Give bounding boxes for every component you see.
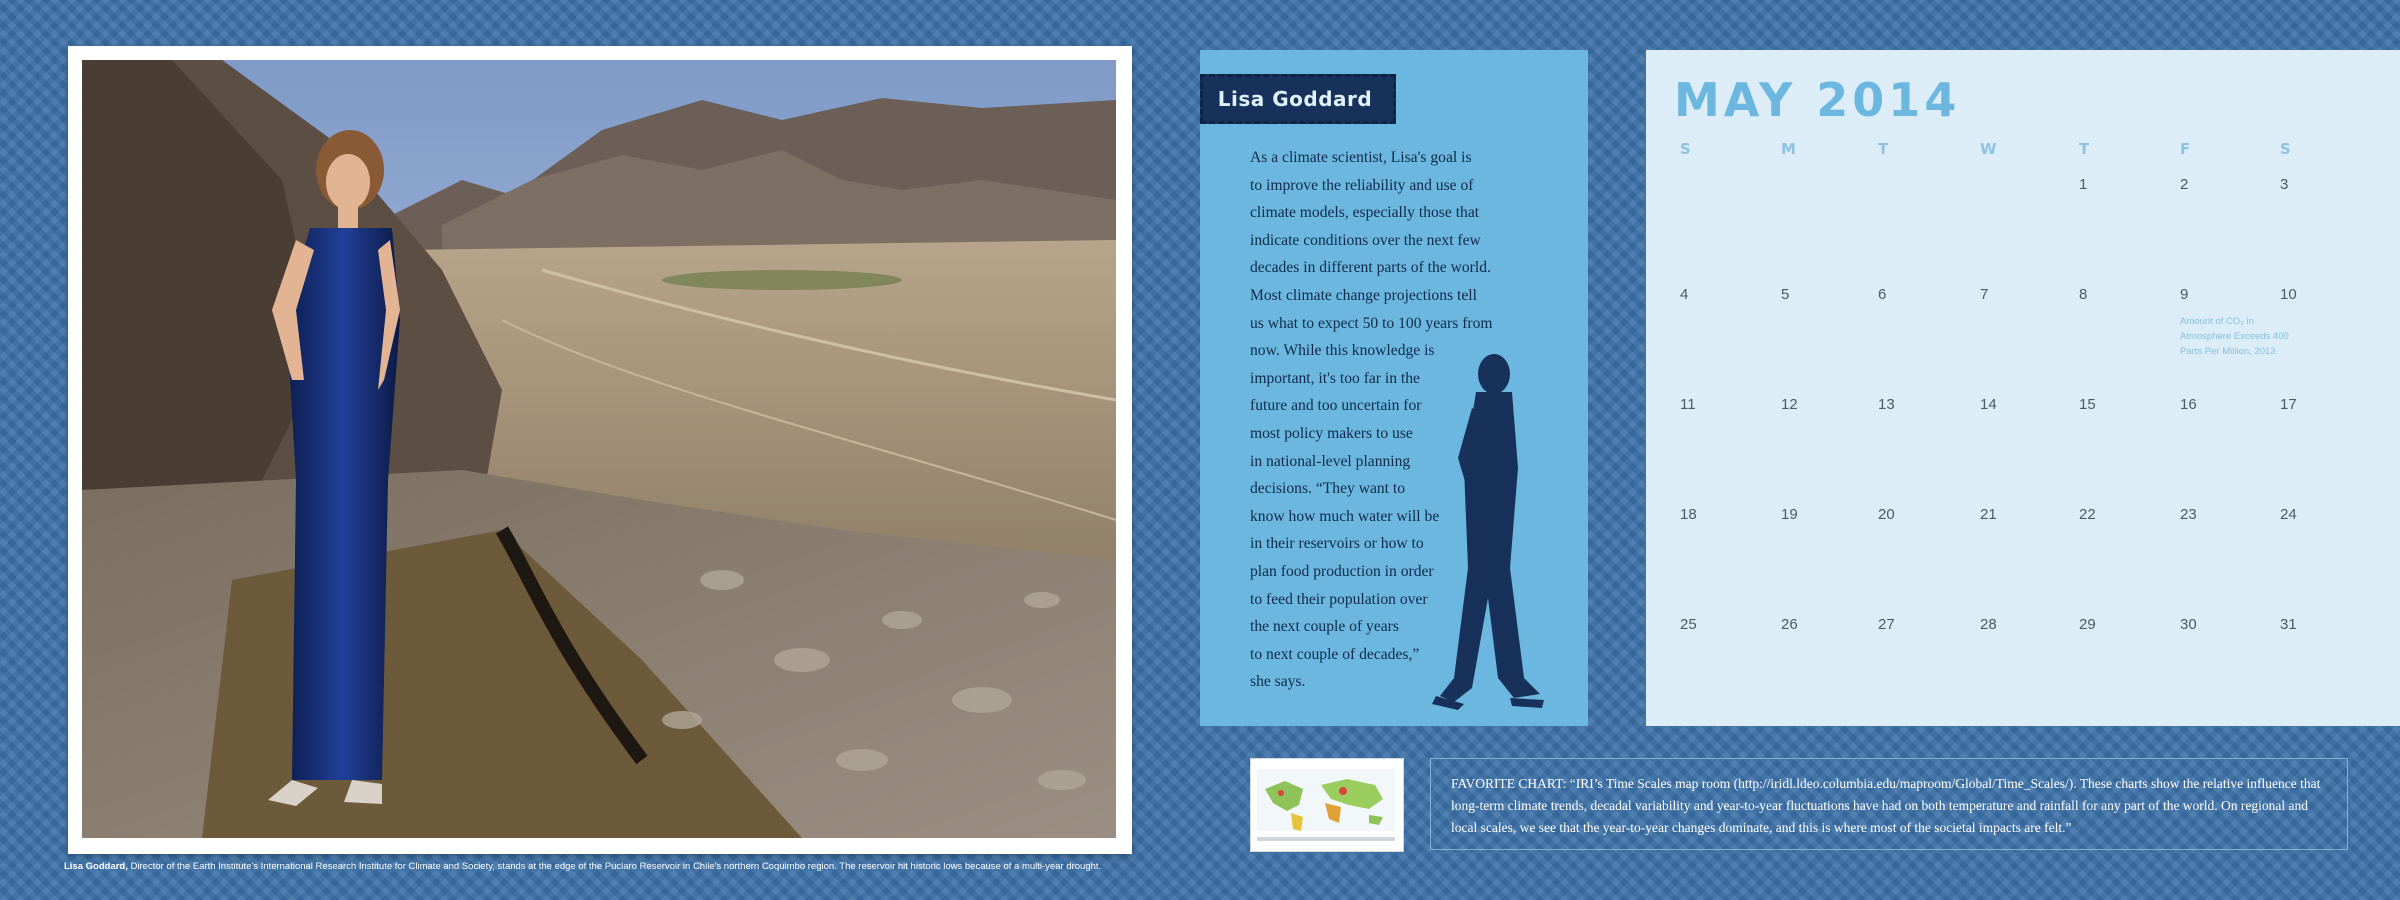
calendar-day[interactable]: 19 <box>1781 506 1798 523</box>
bio-line: she says. <box>1250 673 1306 691</box>
portrait-photo <box>82 60 1116 838</box>
calendar-day[interactable]: 22 <box>2079 506 2096 523</box>
calendar-day[interactable]: 31 <box>2280 616 2297 633</box>
calendar-day[interactable]: 21 <box>1980 506 1997 523</box>
bio-line: now. While this knowledge is <box>1250 342 1435 360</box>
calendar-title: MAY 2014 <box>1674 73 1961 127</box>
bio-line: decades in different parts of the world. <box>1250 259 1491 277</box>
calendar-day[interactable]: 15 <box>2079 396 2096 413</box>
calendar-day[interactable]: 5 <box>1781 286 1790 303</box>
day-header: F <box>2180 140 2192 158</box>
calendar-day[interactable]: 13 <box>1878 396 1895 413</box>
bio-line: in national-level planning <box>1250 452 1411 470</box>
name-tag <box>1200 74 1396 124</box>
calendar-day[interactable]: 6 <box>1878 286 1887 303</box>
bio-line: climate models, especially those that <box>1250 204 1480 222</box>
calendar-day[interactable]: 18 <box>1680 506 1697 523</box>
calendar-day[interactable]: 27 <box>1878 616 1895 633</box>
favorite-chart-thumbnail <box>1250 758 1404 852</box>
bio-line: know how much water will be <box>1250 507 1440 525</box>
calendar-day[interactable]: 20 <box>1878 506 1895 523</box>
calendar-day[interactable]: 29 <box>2079 616 2096 633</box>
bio-line: Most climate change projections tell <box>1250 286 1477 304</box>
favorite-chart-text: FAVORITE CHART: “IRI’s Time Scales map room (http://iridl.ldeo.columbia.edu/maproom/Global/Time_Scales/). These charts show the relative influence that long-term climate trends, decadal variability and year-to-year fluctuations have had on both temperature and rainfall for any part of the world. On regional and local scales, we see that the year-to-year changes dominate, and this is where most of the societal impacts are felt.” <box>1451 776 2321 835</box>
bio-line: plan food production in order <box>1250 562 1434 580</box>
bio-line: to next couple of decades,” <box>1250 645 1420 663</box>
day-header: T <box>1878 140 1890 158</box>
calendar-day[interactable]: 11 <box>1680 396 1696 413</box>
day-header: S <box>1680 140 1692 158</box>
person-name: Lisa Goddard <box>1209 83 1381 115</box>
bio-line: indicate conditions over the next few <box>1250 231 1481 249</box>
bio-line: decisions. “They want to <box>1250 480 1406 498</box>
bio-line: most policy makers to use <box>1250 424 1413 442</box>
bio-line: us what to expect 50 to 100 years from <box>1250 314 1493 332</box>
bio-line: the next couple of years <box>1250 618 1399 636</box>
calendar-day[interactable]: 1 <box>2079 176 2088 193</box>
calendar-day[interactable]: 25 <box>1680 616 1697 633</box>
day-header: T <box>2079 140 2091 158</box>
calendar-day[interactable]: 28 <box>1980 616 1997 633</box>
bio-line: important, it's too far in the <box>1250 369 1420 387</box>
bio-panel <box>1200 50 1588 726</box>
calendar-day[interactable]: 9 <box>2180 286 2189 303</box>
caption-name: Lisa Goddard, <box>64 861 128 872</box>
calendar-day[interactable]: 3 <box>2280 176 2289 193</box>
calendar-day[interactable]: 8 <box>2079 286 2088 303</box>
calendar-day[interactable]: 23 <box>2180 506 2197 523</box>
day-header: S <box>2280 140 2292 158</box>
bio-line: in their reservoirs or how to <box>1250 535 1424 553</box>
bio-line: to improve the reliability and use of <box>1250 176 1474 194</box>
calendar-day[interactable]: 4 <box>1680 286 1689 303</box>
bio-line: future and too uncertain for <box>1250 397 1422 415</box>
calendar-day[interactable]: 30 <box>2180 616 2197 633</box>
calendar-day[interactable]: 17 <box>2280 396 2297 413</box>
day-header: W <box>1980 140 1998 158</box>
calendar-day[interactable]: 24 <box>2280 506 2297 523</box>
caption-text: Director of the Earth Institute's International Research Institute for Climate and Society, stands at the edge of the Puclaro Reservoir in Chile's northern Coquimbo region. The reservoir hit historic lows because of a multi-year drought. <box>127 861 1102 872</box>
bio-line: As a climate scientist, Lisa's goal is <box>1250 149 1472 166</box>
favorite-chart-box <box>1430 758 2348 850</box>
day-header: M <box>1781 140 1797 158</box>
calendar-day[interactable]: 12 <box>1781 396 1798 413</box>
photo-frame <box>68 46 1132 854</box>
photo-caption <box>64 860 1144 874</box>
bio-line: to feed their population over <box>1250 590 1428 608</box>
calendar-day[interactable]: 10 <box>2280 286 2297 303</box>
figure-silhouette <box>1424 348 1564 714</box>
calendar-day[interactable]: 2 <box>2180 176 2189 193</box>
calendar-day[interactable]: 7 <box>1980 286 1989 303</box>
calendar-day[interactable]: 14 <box>1980 396 1997 413</box>
calendar-day[interactable]: 26 <box>1781 616 1798 633</box>
calendar-day[interactable]: 16 <box>2180 396 2197 413</box>
calendar-note: Amount of CO₂ in Atmosphere Exceeds 400 Parts Per Million, 2013 <box>2180 316 2289 357</box>
